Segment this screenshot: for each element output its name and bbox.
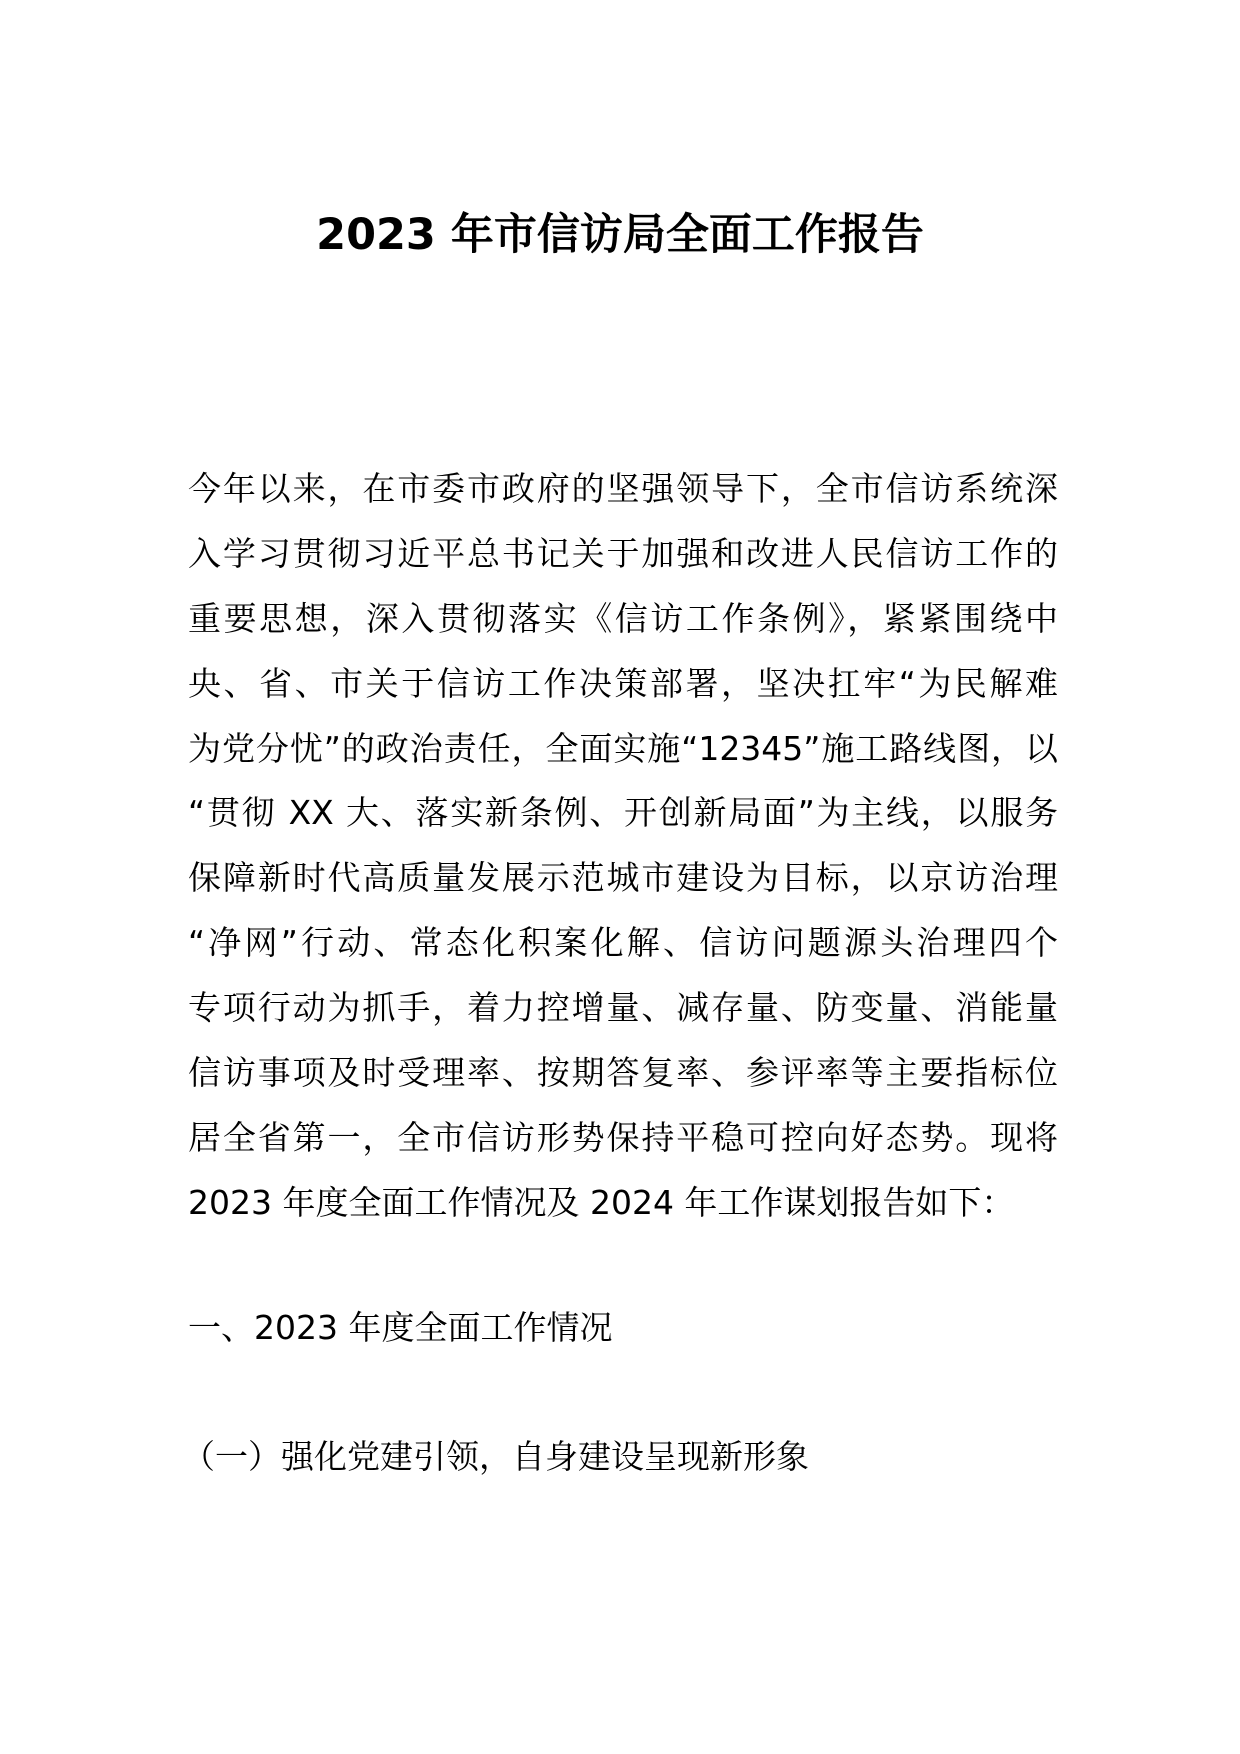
paragraph-line-last: 2023 年度全面工作情况及 2024 年工作谋划报告如下：: [188, 1182, 1015, 1222]
section-heading: 一、2023 年度全面工作情况: [188, 1308, 613, 1347]
paragraph-line: 央、省、市关于信访工作决策部署，坚决扛牢“为民解难: [188, 663, 1058, 703]
paragraph-line: 重要思想，深入贯彻落实《信访工作条例》，紧紧围绕中: [188, 598, 1058, 638]
paragraph-line: 居全省第一，全市信访形势保持平稳可控向好态势。现将: [188, 1117, 1058, 1157]
paragraph-line: “净网”行动、常态化积案化解、信访问题源头治理四个: [188, 923, 1058, 963]
paragraph-line: “贯彻 XX 大、落实新条例、开创新局面”为主线，以服务: [188, 793, 1058, 833]
subsection-heading: （一）强化党建引领，自身建设呈现新形象: [182, 1437, 809, 1476]
intro-paragraph: [188, 457, 1058, 1236]
paragraph-line: 为党分忧”的政治责任，全面实施“12345”施工路线图，以: [188, 728, 1058, 768]
paragraph-line: 专项行动为抓手，着力控增量、减存量、防变量、消能量: [188, 988, 1058, 1028]
paragraph-line: 今年以来，在市委市政府的坚强领导下，全市信访系统深: [188, 469, 1058, 508]
paragraph-line: 信访事项及时受理率、按期答复率、参评率等主要指标位: [188, 1053, 1058, 1093]
paragraph-line: 保障新时代高质量发展示范城市建设为目标，以京访治理: [188, 858, 1058, 898]
paragraph-line: 入学习贯彻习近平总书记关于加强和改进人民信访工作的: [188, 533, 1058, 573]
document-title: 2023 年市信访局全面工作报告: [316, 210, 924, 260]
